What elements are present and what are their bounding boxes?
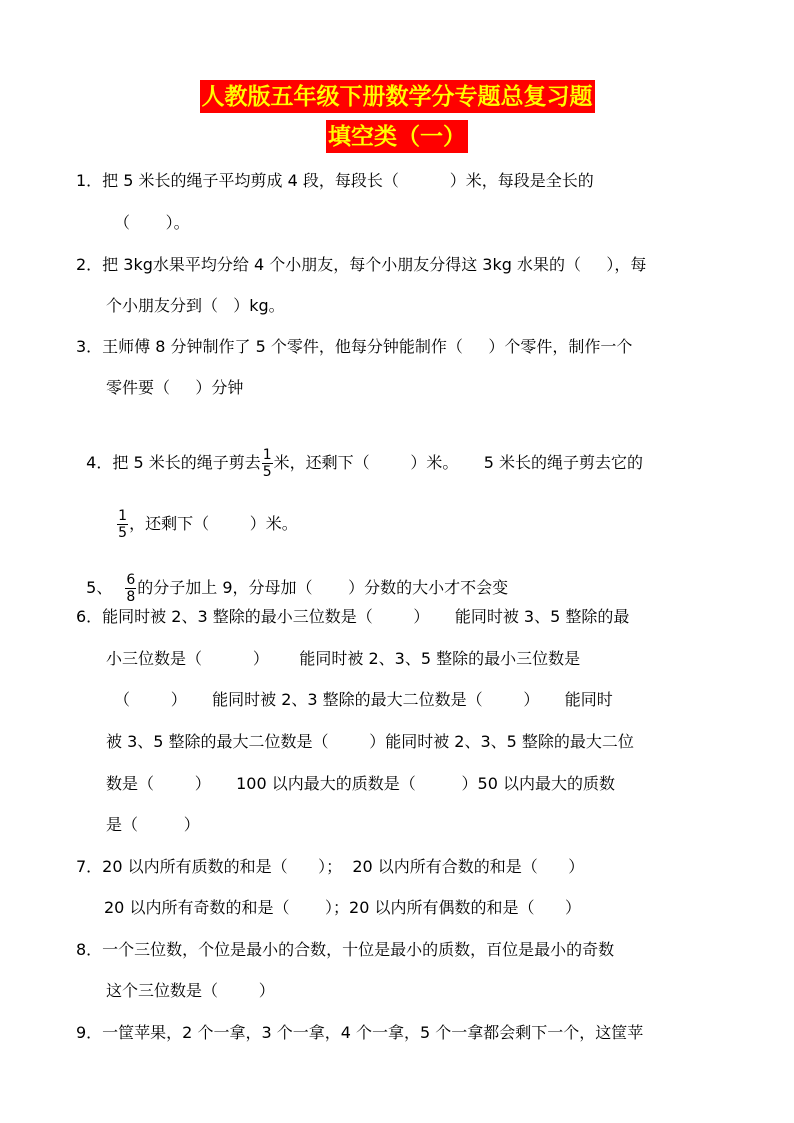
question-6-line-4: 被 3、5 整除的最大二位数是（ ）能同时被 2、3、5 整除的最大二位 — [106, 732, 634, 751]
question-8-line-1: 8．一个三位数，个位是最小的合数，十位是最小的质数，百位是最小的奇数 — [76, 940, 615, 959]
fraction-one-fifth — [262, 447, 273, 480]
question-4-text-a: 4．把 5 米长的绳子剪去 — [86, 453, 261, 472]
question-6-line-1: 6．能同时被 2、3 整除的最小三位数是（ ） 能同时被 3、5 整除的最 — [76, 607, 630, 626]
fraction-denominator: 5 — [118, 525, 128, 541]
title-line-2-wrap — [0, 120, 794, 153]
fraction-numerator: 6 — [126, 572, 136, 588]
question-4-text-c: ，还剩下（ ）米。 — [129, 514, 298, 533]
question-4-line-1 — [76, 427, 643, 480]
question-1-line-2: （ ）。 — [114, 213, 190, 232]
document-subtitle: 填空类（一） — [326, 120, 468, 153]
question-7-line-1: 7．20 以内所有质数的和是（ ）； 20 以内所有合数的和是（ ） — [76, 857, 585, 876]
question-4-line-2 — [106, 488, 298, 541]
document-title: 人教版五年级下册数学分专题总复习题 — [200, 80, 595, 113]
question-5-text: 的分子加上 9，分母加（ ）分数的大小才不会变 — [137, 578, 509, 597]
question-4-text-b: 米，还剩下（ ）米。 5 米长的绳子剪去它的 — [273, 453, 644, 472]
question-6-line-5: 数是（ ） 100 以内最大的质数是（ ）50 以内最大的质数 — [106, 774, 615, 793]
question-6-line-2: 小三位数是（ ） 能同时被 2、3、5 整除的最小三位数是 — [106, 649, 581, 668]
question-2-line-1: 2．把 3kg水果平均分给 4 个小朋友，每个小朋友分得这 3kg 水果的（ ），每 — [76, 255, 647, 274]
question-1-line-1: 1．把 5 米长的绳子平均剪成 4 段，每段长（ ）米，每段是全长的 — [76, 171, 594, 190]
fraction-numerator: 1 — [118, 508, 128, 524]
question-5-line-1 — [76, 552, 508, 605]
question-7-line-2: 20 以内所有奇数的和是（ ）；20 以内所有偶数的和是（ ） — [104, 898, 582, 917]
fraction-one-fifth — [117, 508, 128, 541]
question-6-line-3: （ ） 能同时被 2、3 整除的最大二位数是（ ） 能同时 — [114, 690, 613, 709]
question-3-line-1: 3．王师傅 8 分钟制作了 5 个零件，他每分钟能制作（ ）个零件，制作一个 — [76, 337, 633, 356]
fraction-denominator: 8 — [126, 589, 136, 605]
question-8-line-2: 这个三位数是（ ） — [106, 981, 275, 1000]
question-9-line-1: 9．一筐苹果，2 个一拿，3 个一拿，4 个一拿，5 个一拿都会剩下一个，这筐苹 — [76, 1023, 644, 1042]
title-line-1-wrap — [0, 80, 794, 113]
fraction-six-eighths — [125, 572, 136, 605]
fraction-numerator: 1 — [262, 447, 272, 463]
fraction-denominator: 5 — [262, 464, 272, 480]
question-3-line-2: 零件要（ ）分钟 — [106, 378, 244, 397]
question-6-line-6: 是（ ） — [106, 815, 200, 834]
question-2-line-2: 个小朋友分到（ ）kg。 — [106, 296, 285, 315]
question-5-number: 5、 — [86, 578, 113, 597]
